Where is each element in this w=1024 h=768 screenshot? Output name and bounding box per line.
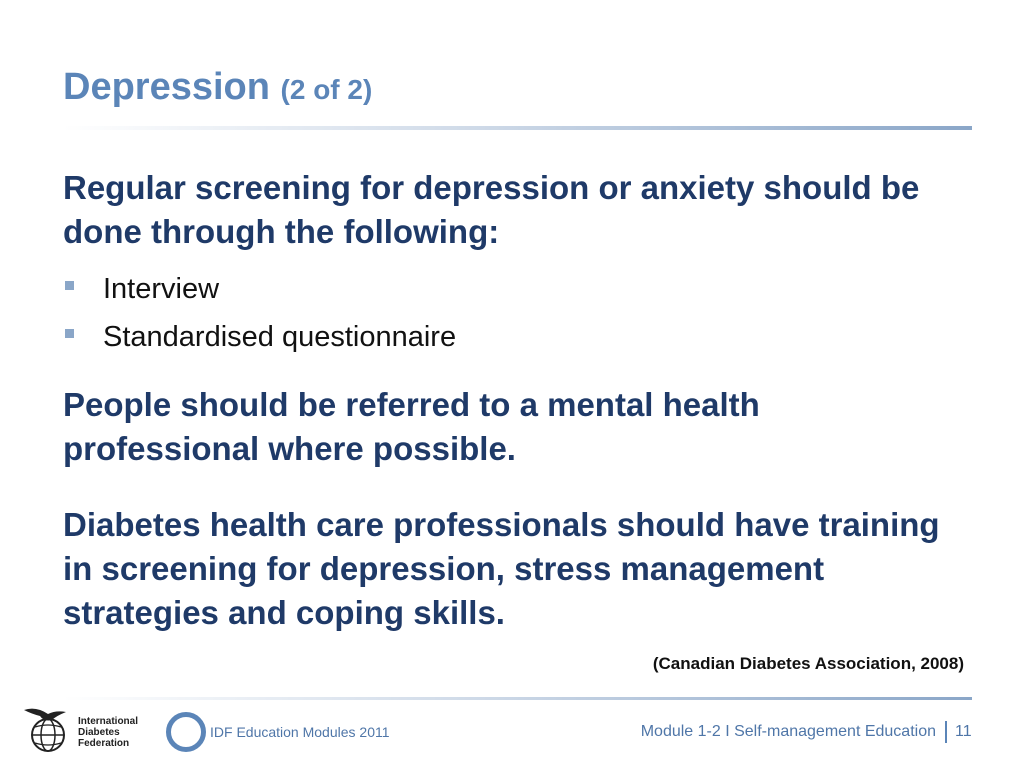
- title-divider: [63, 126, 972, 130]
- paragraph-screening: Regular screening for depression or anxiety should be done through the following:: [63, 169, 920, 250]
- bullet-item: [63, 265, 456, 313]
- paragraph-referral: People should be referred to a mental health professional where possible.: [63, 386, 760, 467]
- bullet-item: [63, 313, 456, 361]
- page-number: 11: [955, 723, 972, 740]
- logo-text: [78, 716, 138, 749]
- footer-separator: [945, 721, 947, 743]
- footer-module-title: Module 1-2 I Self-management Education: [640, 723, 936, 740]
- paragraph-training: Diabetes health care professionals should have training in screening for depression, stress management strategies and coping skills.: [63, 506, 940, 631]
- ring-icon: [166, 712, 206, 752]
- footer-divider: [63, 697, 972, 700]
- slide-title-suffix: (2 of 2): [280, 74, 373, 105]
- bullet-list: [63, 265, 456, 361]
- globe-bird-icon: [22, 702, 78, 758]
- idf-logo: [22, 702, 152, 758]
- bullet-text: Interview: [103, 273, 220, 305]
- logo-line: Federation: [78, 738, 130, 749]
- logo-line: International: [78, 716, 139, 727]
- citation: (Canadian Diabetes Association, 2008): [652, 654, 964, 673]
- bullet-text: Standardised questionnaire: [103, 321, 457, 353]
- slide-title: [63, 64, 372, 113]
- square-bullet-icon: [65, 329, 74, 338]
- logo-line: Diabetes: [78, 727, 120, 738]
- slide-title-main: Depression: [63, 66, 270, 108]
- square-bullet-icon: [65, 281, 74, 290]
- footer-module-series: IDF Education Modules 2011: [210, 724, 390, 740]
